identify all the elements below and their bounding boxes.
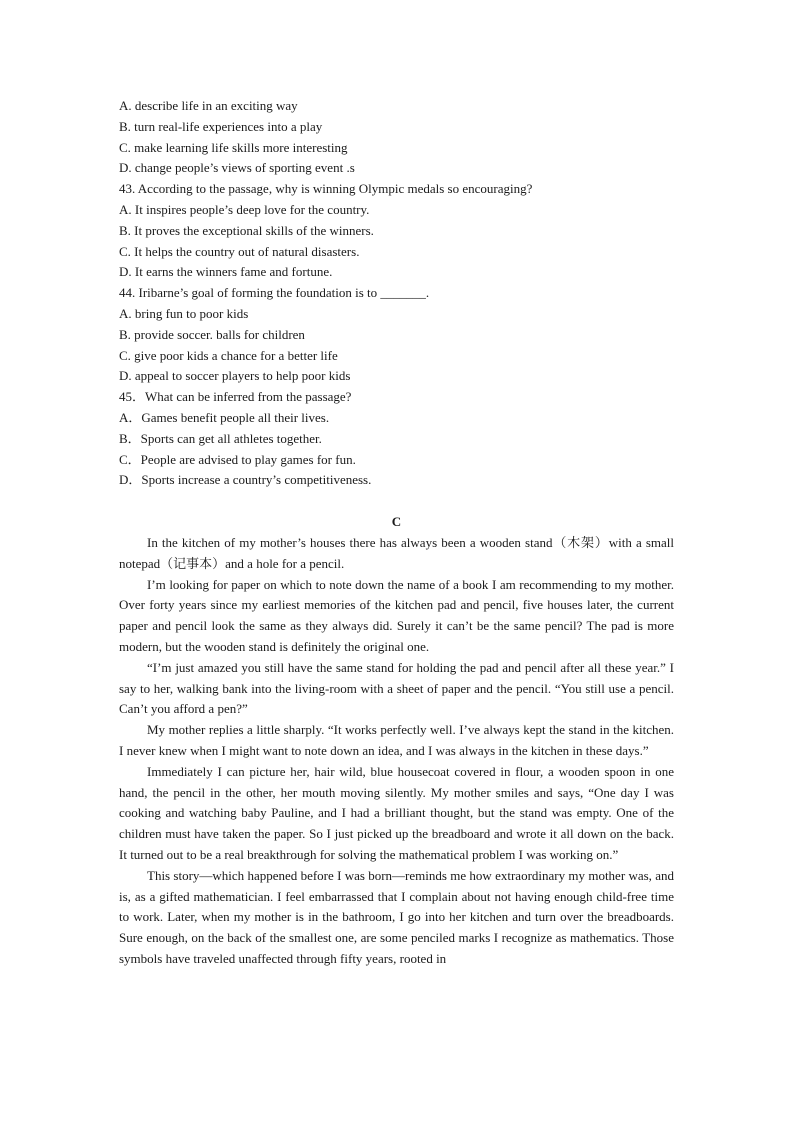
passage-paragraph-6: This story—which happened before I was born—reminds me how extraordinary my mother was, and is, as a gifted mathematician. I feel embarrassed that I complain about not having enough child-free time to work. Later, when my mother is in the bathroom, I go into her kitchen and turn over the breadboards. Sure enough, on the back of the smallest one, are some penciled marks I recognize as mathematics. Those symbols have traveled unaffected through fifty years, rooted in [119, 867, 674, 966]
q43-stem: 43. According to the passage, why is winning Olympic medals so encouraging? [119, 181, 533, 197]
passage-paragraph-2: I’m looking for paper on which to note down the name of a book I am recommending to my mother. Over forty years since my earliest memories of the kitchen pad and pencil, five houses later, the current paper and pencil look the same as they always did. Surely it can’t be the same pencil? The pad is more modern, but the wooden stand is definitely the original one. [119, 576, 674, 654]
passage-paragraph-5: Immediately I can picture her, hair wild, blue housecoat covered in flour, a wooden spoon in one hand, the pencil in the other, her mouth moving silently. My mother smiles and says, “One day I was cooking and watching baby Pauline, and I had a brilliant thought, but the stand was empty. One of the children must have taken the paper. So I just picked up the breadboard and wrote it all down on the back. It turned out to be a real breakthrough for solving the mathematical problem I was working on.” [119, 763, 674, 862]
q44-option-d: D. appeal to soccer players to help poor kids [119, 368, 351, 384]
q45-option-a: A．Games benefit people all their lives. [119, 409, 330, 425]
q44-option-a: A. bring fun to poor kids [119, 305, 249, 321]
passage-paragraph-4: My mother replies a little sharply. “It works perfectly well. I’ve always kept the stand in the kitchen. I never knew when I might want to note down an idea, and I was always in the kitchen in these days.” [119, 722, 674, 758]
section-heading: C [391, 514, 402, 529]
q43-option-b: B. It proves the exceptional skills of the winners. [119, 222, 374, 238]
q43-option-a: A. It inspires people’s deep love for the country. [119, 201, 370, 217]
q42-option-d: D. change people’s views of sporting event .s [119, 160, 355, 176]
q45-stem: 45．What can be inferred from the passage? [119, 389, 352, 405]
q44-option-c: C. give poor kids a chance for a better life [119, 347, 338, 363]
q43-option-d: D. It earns the winners fame and fortune. [119, 264, 333, 280]
multiple-choice-questions [119, 96, 679, 491]
q44-stem: 44. Iribarne’s goal of forming the foundation is to _______. [119, 285, 430, 301]
q42-option-c: C. make learning life skills more interesting [119, 139, 348, 155]
q42-option-a: A. describe life in an exciting way [119, 98, 298, 113]
q43-option-c: C. It helps the country out of natural disasters. [119, 243, 360, 259]
q45-option-c: C．People are advised to play games for fun. [119, 451, 356, 467]
q45-option-d: D．Sports increase a country’s competitiveness. [119, 472, 372, 488]
q44-option-b: B. provide soccer. balls for children [119, 326, 305, 342]
passage-paragraph-3: “I’m just amazed you still have the same stand for holding the pad and pencil after all these year.” I say to her, walking bank into the living-room with a sheet of paper and the pencil. “You still use a pencil. Can’t you afford a pen?” [119, 659, 674, 717]
q45-option-b: B．Sports can get all athletes together. [119, 430, 322, 446]
passage-paragraph-1: In the kitchen of my mother’s houses there has always been a wooden stand（木架）with a small notepad（记事本）and a hole for a pencil. [119, 535, 674, 571]
reading-passage [119, 533, 674, 970]
q42-option-b: B. turn real-life experiences into a play [119, 118, 323, 134]
